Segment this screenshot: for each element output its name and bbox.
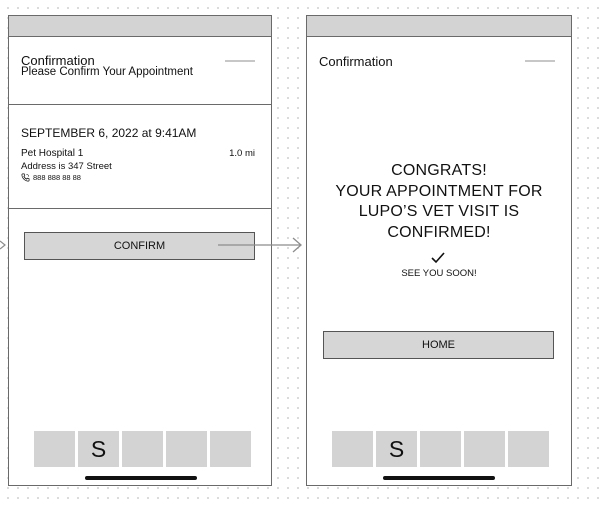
tab-item[interactable]: [166, 431, 207, 467]
hospital-address: Address is 347 Street: [21, 161, 112, 172]
confirm-button[interactable]: CONFIRM: [24, 232, 255, 260]
home-indicator[interactable]: [383, 476, 495, 480]
appointment-datetime: SEPTEMBER 6, 2022 at 9:41AM: [21, 126, 197, 140]
page-title: Confirmation: [21, 53, 95, 68]
tab-item[interactable]: S: [376, 431, 417, 467]
page-subtitle: Please Confirm Your Appointment: [21, 66, 193, 78]
divider: [9, 208, 271, 209]
status-bar: [9, 16, 271, 37]
congrats-line: CONFIRMED!: [387, 223, 491, 241]
hospital-distance: 1.0 mi: [229, 148, 255, 159]
hospital-phone: [21, 173, 81, 182]
congrats-line: CONGRATS!: [391, 162, 487, 179]
tab-item[interactable]: [508, 431, 549, 467]
home-button[interactable]: HOME: [323, 331, 554, 359]
congrats-message: [307, 161, 571, 243]
tab-item[interactable]: [332, 431, 373, 467]
confirmation-screen: [8, 15, 272, 486]
see-you-soon: SEE YOU SOON!: [401, 268, 477, 279]
tab-item[interactable]: [122, 431, 163, 467]
home-indicator[interactable]: [85, 476, 197, 480]
congrats-line: LUPO’S VET VISIT IS: [358, 203, 520, 220]
congrats-line: YOUR APPOINTMENT FOR: [335, 182, 543, 200]
tab-bar: [34, 431, 251, 467]
confirmed-screen: [306, 15, 572, 486]
menu-dash-icon[interactable]: [225, 60, 255, 62]
tab-item[interactable]: [464, 431, 505, 467]
incoming-arrow-icon: [0, 241, 5, 249]
menu-dash-icon[interactable]: [525, 60, 555, 62]
flow-arrow-head-icon: [293, 238, 301, 252]
phone-icon: [21, 173, 30, 182]
phone-number: 888 888 88 88: [33, 173, 81, 182]
status-bar: [307, 16, 571, 37]
tab-item[interactable]: [420, 431, 461, 467]
tab-item[interactable]: [34, 431, 75, 467]
tab-bar: [332, 431, 549, 467]
hospital-name: Pet Hospital 1: [21, 148, 84, 159]
checkmark-icon: [430, 252, 446, 264]
tab-item[interactable]: S: [78, 431, 119, 467]
tab-item[interactable]: [210, 431, 251, 467]
page-title: Confirmation: [319, 54, 393, 69]
divider: [9, 104, 271, 105]
